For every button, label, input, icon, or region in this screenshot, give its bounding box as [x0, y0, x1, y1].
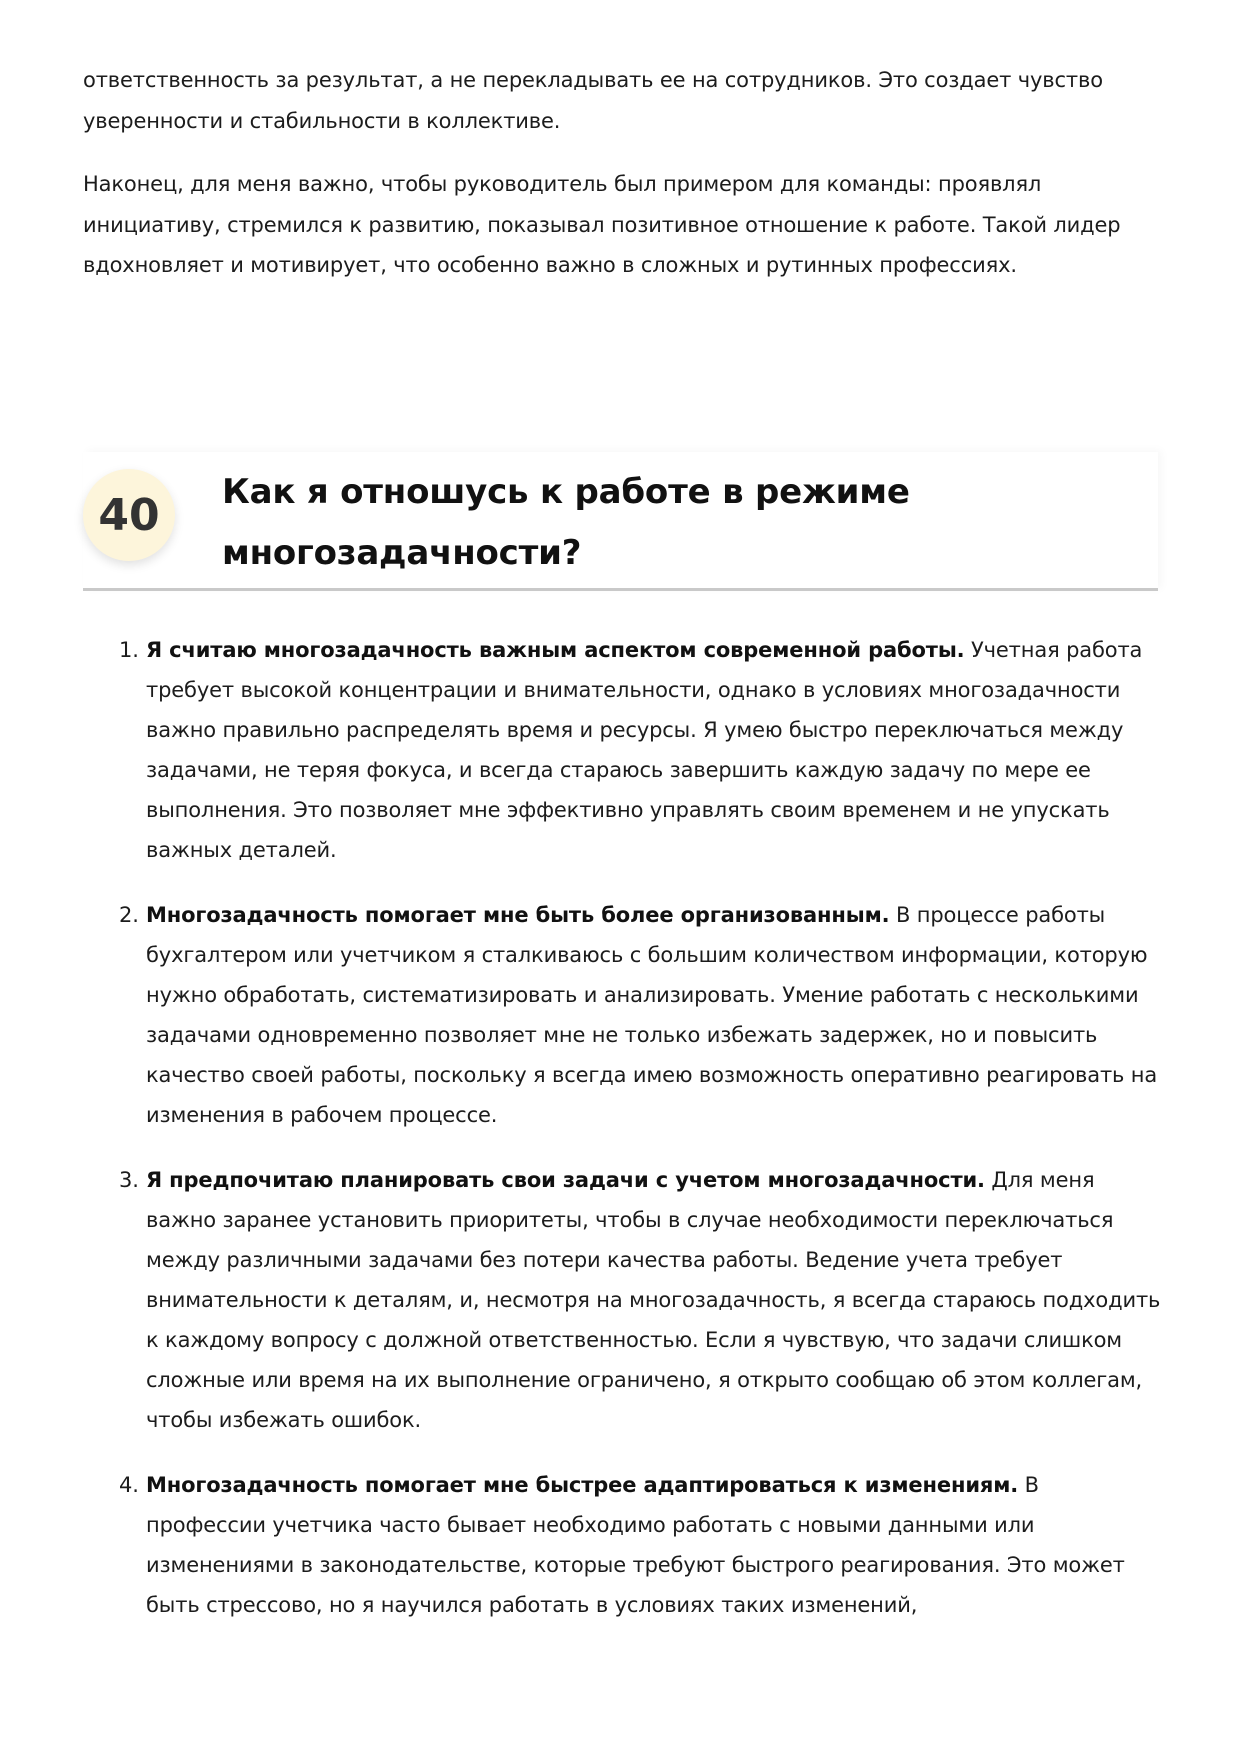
- question-number-badge: 40: [83, 469, 175, 561]
- list-item: [83, 630, 1163, 870]
- list-item: [83, 895, 1163, 1135]
- list-item-text: Учетная работа требует высокой концентрации и внимательности, однако в условиях многозадачности важно правильно распределять время и ресурсы. Я умею быстро переключаться между задачами, не теряя фокуса, и всегда стараюсь завершить каждую задачу по мере ее выполнения. Это позволяет мне эффективно управлять своим временем и не упускать важных деталей.: [146, 638, 1143, 862]
- question-title: Как я отношусь к работе в режиме многозадачности?: [222, 472, 910, 573]
- list-item-number: 4.: [119, 1473, 139, 1497]
- list-item-number: 3.: [119, 1168, 139, 1192]
- list-item-number: 2.: [119, 903, 139, 927]
- list-item-number: 1.: [119, 638, 139, 662]
- list-item: [83, 1465, 1163, 1625]
- list-item-lead: Я считаю многозадачность важным аспектом современной работы.: [146, 638, 965, 662]
- question-header: [83, 452, 1158, 591]
- list-item-lead: Многозадачность помогает мне быть более организованным.: [146, 903, 890, 927]
- intro-paragraph-2: Наконец, для меня важно, чтобы руководитель был примером для команды: проявлял инициативу, стремился к развитию, показывал позитивное отношение к работе. Такой лидер вдохновляет и мотивирует, что особенно важно в сложных и рутинных профессиях.: [83, 172, 1121, 277]
- answer-list: [83, 630, 1163, 1625]
- list-item-text: В процессе работы бухгалтером или учетчиком я сталкиваюсь с большим количеством информации, которую нужно обработать, систематизировать и анализировать. Умение работать с несколькими задачами одновременно позволяет мне не только избежать задержек, но и повысить качество своей работы, поскольку я всегда имею возможность оперативно реагировать на изменения в рабочем процессе.: [146, 903, 1158, 1127]
- list-item: [83, 1160, 1163, 1440]
- intro-paragraph-1: ответственность за результат, а не перекладывать ее на сотрудников. Это создает чувство уверенности и стабильности в коллективе.: [83, 68, 1103, 133]
- list-item-text: В профессии учетчика часто бывает необходимо работать с новыми данными или изменениями в законодательстве, которые требуют быстрого реагирования. Это может быть стрессово, но я научился работать в условиях таких изменений,: [146, 1473, 1125, 1617]
- list-item-text: Для меня важно заранее установить приоритеты, чтобы в случае необходимости переключаться между различными задачами без потери качества работы. Ведение учета требует внимательности к деталям, и, несмотря на многозадачность, я всегда стараюсь подходить к каждому вопросу с должной ответственностью. Если я чувствую, что задачи слишком сложные или время на их выполнение ограничено, я открыто сообщаю об этом коллегам, чтобы избежать ошибок.: [146, 1168, 1161, 1432]
- list-item-lead: Многозадачность помогает мне быстрее адаптироваться к изменениям.: [146, 1473, 1019, 1497]
- list-item-lead: Я предпочитаю планировать свои задачи с учетом многозадачности.: [146, 1168, 985, 1192]
